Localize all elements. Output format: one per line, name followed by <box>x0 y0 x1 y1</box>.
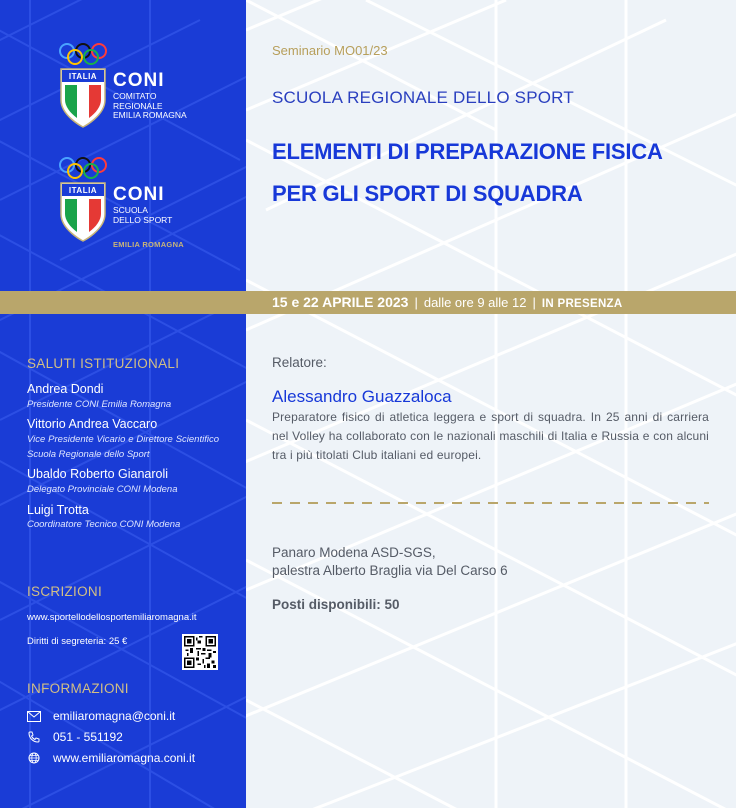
greetings-title: SALUTI ISTITUZIONALI <box>27 356 180 371</box>
registration-link[interactable]: www.sportellodellosportemiliaromagna.it <box>27 612 197 623</box>
qr-code-icon <box>184 636 216 668</box>
coni-region: EMILIA ROMAGNA <box>113 240 185 249</box>
subtitle-line: REGIONALE <box>113 100 163 111</box>
info-title: INFORMAZIONI <box>27 681 129 696</box>
subtitle-line: EMILIA ROMAGNA <box>113 110 187 120</box>
venue-line-2: palestra Alberto Braglia via Del Carso 6 <box>272 563 508 578</box>
contact-phone[interactable] <box>27 729 123 745</box>
seats-available: Posti disponibili: 50 <box>272 597 400 612</box>
registration-title: ISCRIZIONI <box>27 584 103 599</box>
event-title-line-2: PER GLI SPORT DI SQUADRA <box>272 181 583 206</box>
shield-label: ITALIA <box>68 186 98 195</box>
contact-email[interactable] <box>27 708 175 724</box>
qr-code[interactable] <box>182 634 218 670</box>
left-panel <box>0 0 246 808</box>
event-time: dalle ore 9 alle 12 <box>423 295 527 310</box>
envelope-icon <box>27 709 41 723</box>
person-role: Coordinatore Tecnico CONI Modena <box>27 519 181 530</box>
person-role: Delegato Provinciale CONI Modena <box>27 484 178 495</box>
person-name: Andrea Dondi <box>27 382 104 396</box>
band-separator: | <box>414 295 418 310</box>
website-text: www.emiliaromagna.coni.it <box>53 751 196 765</box>
event-mode: IN PRESENZA <box>541 298 623 310</box>
event-date: 15 e 22 APRILE 2023 <box>272 294 409 310</box>
contact-website[interactable] <box>27 750 195 766</box>
shield-label: ITALIA <box>68 72 98 81</box>
subtitle-line: COMITATO <box>113 91 157 101</box>
olympic-rings-icon <box>58 156 110 180</box>
olympic-rings-icon <box>58 42 110 66</box>
globe-icon <box>27 751 41 765</box>
person-name: Luigi Trotta <box>27 503 89 517</box>
date-band-text <box>272 291 623 314</box>
school-name: SCUOLA REGIONALE DELLO SPORT <box>272 88 574 107</box>
speaker-bio: Preparatore fisico di atletica leggera e sport di squadra. In 25 anni di carriera nel Volley ha collaborato con le nazionali maschili di Italia e Russia e con alcuni tra i più titolati Club italiani ed europei. <box>272 410 709 462</box>
subtitle-line: DELLO SPORT <box>113 214 173 225</box>
email-text: emiliaromagna@coni.it <box>53 709 176 723</box>
person-name: Ubaldo Roberto Gianaroli <box>27 467 169 481</box>
coni-brand: CONI <box>113 70 165 91</box>
phone-icon <box>27 730 41 744</box>
speaker-label: Relatore: <box>272 355 327 370</box>
coni-brand: CONI <box>113 184 165 205</box>
phone-text: 051 - 551192 <box>53 730 123 744</box>
person-role: Presidente CONI Emilia Romagna <box>27 399 172 410</box>
person-role: Vice Presidente Vicario e Direttore Scientifico Scuola Regionale dello Sport <box>27 434 219 460</box>
speaker-name: Alessandro Guazzaloca <box>272 387 452 406</box>
registration-fee: Diritti di segreteria: 25 € <box>27 636 128 647</box>
venue-line-1: Panaro Modena ASD-SGS, <box>272 545 436 560</box>
dashed-divider <box>272 502 709 504</box>
band-separator: | <box>532 295 536 310</box>
subtitle-line: SCUOLA <box>113 205 148 215</box>
person-name: Vittorio Andrea Vaccaro <box>27 417 158 431</box>
seminar-code: Seminario MO01/23 <box>272 43 388 58</box>
coni-subtitle <box>113 92 223 121</box>
event-title-line-1: ELEMENTI DI PREPARAZIONE FISICA <box>272 139 663 164</box>
coni-subtitle <box>113 206 223 225</box>
